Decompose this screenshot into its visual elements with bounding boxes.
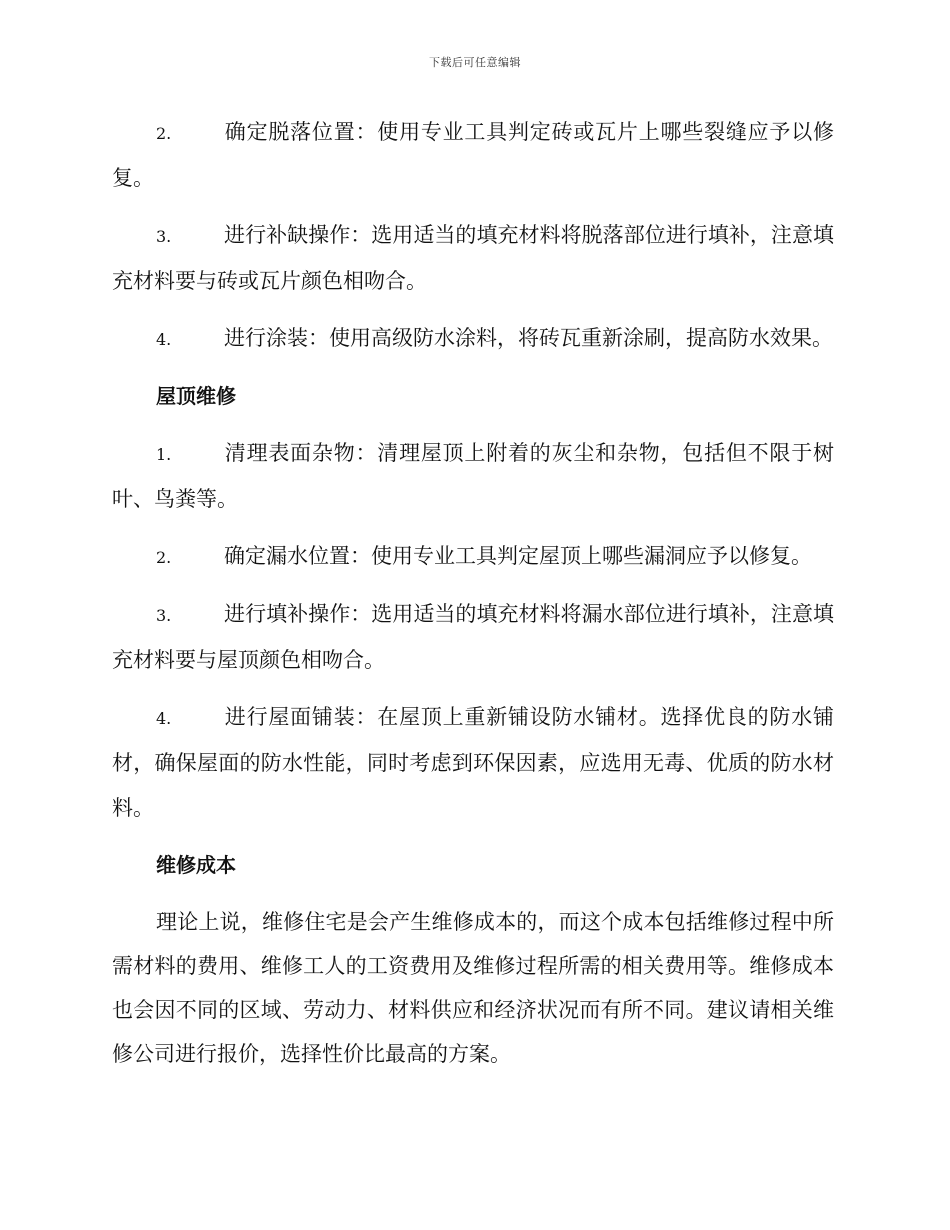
list-number: 4. — [156, 709, 172, 728]
list-text: 进行填补操作：选用适当的填充材料将漏水部位进行填补，注意填充材料要与屋顶颜色相吻合。 — [112, 602, 834, 672]
list-text: 进行补缺操作：选用适当的填充材料将脱落部位进行填补，注意填充材料要与砖或瓦片颜色相吻合。 — [112, 223, 834, 293]
list-number: 4. — [156, 330, 172, 349]
list-text: 进行涂装：使用高级防水涂料，将砖瓦重新涂刷，提高防水效果。 — [224, 326, 833, 350]
list-item — [112, 110, 834, 201]
list-number: 1. — [156, 445, 172, 464]
list-number: 3. — [156, 227, 172, 246]
list-text: 清理表面杂物：清理屋顶上附着的灰尘和杂物，包括但不限于树叶、鸟粪等。 — [112, 441, 834, 511]
list-number: 3. — [156, 606, 172, 625]
page-header: 下载后可任意编辑 — [429, 56, 521, 69]
list-number: 2. — [156, 548, 172, 567]
list-text: 确定脱落位置：使用专业工具判定砖或瓦片上哪些裂缝应予以修复。 — [112, 120, 834, 190]
list-item — [112, 592, 834, 683]
list-item — [112, 534, 834, 580]
section-heading-repair-cost: 维修成本 — [156, 853, 236, 877]
list-item — [112, 316, 834, 362]
list-text: 进行屋面铺装：在屋顶上重新铺设防水铺材。选择优良的防水铺材，确保屋面的防水性能，同时考虑到环保因素，应选用无毒、优质的防水材料。 — [112, 705, 834, 820]
cost-paragraph: 理论上说，维修住宅是会产生维修成本的，而这个成本包括维修过程中所需材料的费用、维修工人的工资费用及维修过程所需的相关费用等。维修成本也会因不同的区域、劳动力、材料供应和经济状况而有所不同。建议请相关维修公司进行报价，选择性价比最高的方案。 — [112, 910, 834, 1066]
section-heading-roof-repair: 屋顶维修 — [156, 384, 236, 408]
list-item — [112, 695, 834, 831]
list-item — [112, 431, 834, 522]
document-body — [112, 110, 834, 1088]
list-text: 确定漏水位置：使用专业工具判定屋顶上哪些漏洞应予以修复。 — [224, 544, 812, 568]
list-number: 2. — [156, 124, 172, 143]
list-item — [112, 213, 834, 304]
